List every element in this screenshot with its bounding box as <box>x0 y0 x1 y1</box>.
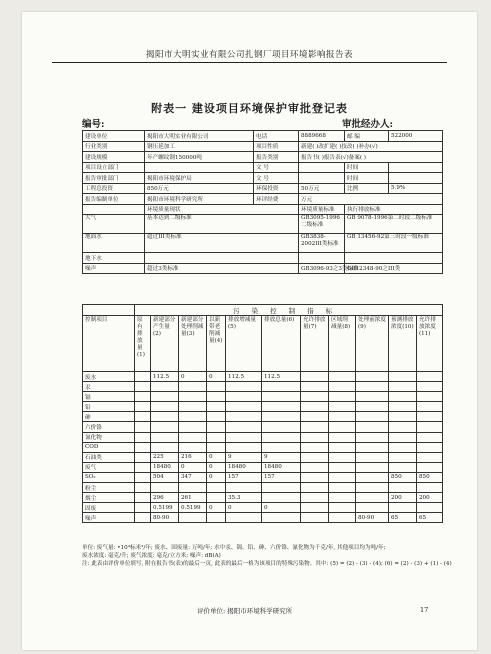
info-label: 报告审批部门 <box>83 173 145 184</box>
pollution-row <box>83 503 443 513</box>
pollution-value <box>135 382 151 392</box>
pollution-value: 18480 <box>151 462 179 472</box>
pollution-value: 216 <box>179 452 207 462</box>
pollution-value <box>207 392 226 402</box>
info-label: 电话 <box>254 131 299 142</box>
pollution-value: 225 <box>151 452 179 462</box>
pollution-value: 0 <box>207 503 226 513</box>
pollution-value <box>417 503 443 513</box>
pollution-value <box>179 432 207 442</box>
pollution-banner-row <box>83 305 443 316</box>
pollution-value <box>356 462 389 472</box>
pollution-value <box>417 483 443 493</box>
info-row <box>83 141 443 152</box>
pollution-value <box>389 452 417 462</box>
pollution-value <box>207 382 226 392</box>
pollution-value <box>262 442 301 452</box>
pollution-value <box>226 392 262 402</box>
pollution-value <box>135 442 151 452</box>
pollution-value <box>356 483 389 493</box>
info-row <box>83 183 443 194</box>
pollution-value <box>207 422 226 432</box>
info-label: 报告类别 <box>254 152 299 163</box>
pollution-column-header: 控制项目 <box>83 316 135 372</box>
pollution-column-header: 排放总量(6) <box>262 316 301 372</box>
pollution-column-header: 新建部分产生量(2) <box>151 316 179 372</box>
blank-cell <box>83 204 145 215</box>
info-value <box>389 173 443 184</box>
pollution-value <box>329 382 356 392</box>
info-value: 万元 <box>299 194 443 205</box>
pollution-row <box>83 513 443 523</box>
pollution-value <box>417 422 443 432</box>
info-value <box>145 162 254 173</box>
pollution-value <box>135 452 151 462</box>
pollution-value <box>356 493 389 503</box>
pollution-value: 112.5 <box>151 372 179 382</box>
pollution-value <box>417 462 443 472</box>
pollution-value <box>329 472 356 482</box>
pollution-value: 0 <box>226 503 262 513</box>
pollution-value: 504 <box>151 472 179 482</box>
standards-row <box>83 215 443 234</box>
pollution-value: 0 <box>179 372 207 382</box>
info-label: 工程总投资 <box>83 183 145 194</box>
pollution-value: 9 <box>262 452 301 462</box>
standards-emission: GB 13456-92第三时段一级标准 <box>345 234 443 253</box>
pollution-value <box>135 483 151 493</box>
pollution-value <box>135 432 151 442</box>
info-value <box>299 173 345 184</box>
document-page <box>22 12 477 650</box>
standards-quality: GB3838-2002III类标准 <box>299 234 345 253</box>
info-value: 新建( )改扩建( )技改( )补办(√) <box>299 141 443 152</box>
info-label: 文 号 <box>254 173 299 184</box>
pollution-value: 0 <box>207 472 226 482</box>
pollution-column-header: 预测排放浓度(10) <box>389 316 417 372</box>
info-value: 揭阳市大明实业有限公司 <box>145 131 254 142</box>
pollution-value <box>135 422 151 432</box>
standards-status <box>145 253 299 264</box>
pollutant-name: 噪声 <box>83 513 135 523</box>
info-value: 8889668 <box>299 131 345 142</box>
note-concentration: 废水浓度: 毫克/升; 废气浓度: 毫克/立方米; 噪声: dB(A) <box>82 553 221 559</box>
pollution-value <box>207 483 226 493</box>
pollution-column-header: 允许排放浓度(11) <box>417 316 443 372</box>
standards-status: 基本达到二级标准 <box>145 215 299 234</box>
pollution-value: 0 <box>179 462 207 472</box>
info-value: 850万元 <box>145 183 254 194</box>
pollution-value: 65 <box>417 513 443 523</box>
info-value: 5.9% <box>389 183 443 194</box>
pollution-value: 0 <box>207 462 226 472</box>
pollution-column-header: 原有排放量(1) <box>135 316 151 372</box>
pollution-column-header: 处理前浓度(9) <box>356 316 389 372</box>
pollutant-name: 石油类 <box>83 452 135 462</box>
pollution-value <box>356 422 389 432</box>
info-value <box>299 162 345 173</box>
pollution-value <box>417 452 443 462</box>
pollutant-name: COD <box>83 442 135 452</box>
pollution-value <box>389 462 417 472</box>
pollution-value <box>389 483 417 493</box>
pollution-value <box>179 412 207 422</box>
pollution-value <box>417 382 443 392</box>
pollution-value <box>356 402 389 412</box>
pollution-value <box>301 493 329 503</box>
pollution-row <box>83 402 443 412</box>
pollution-value: 850 <box>389 472 417 482</box>
pollution-value <box>356 412 389 422</box>
note-units: 单位: 废气量: •10⁴标米³/年; 废水、固废量: 万吨/年; 水中汞、镉、铅、砷、六价铬、氰化物为千克/年, 其他项目均为吨/年; <box>82 545 386 551</box>
standards-status: 超过III类标准 <box>145 234 299 253</box>
pollution-value <box>389 412 417 422</box>
pollution-value <box>179 382 207 392</box>
standards-emission: GB 9078-1996第二时段二级标准 <box>345 215 443 234</box>
standards-item: 地面水 <box>83 234 145 253</box>
info-row <box>83 162 443 173</box>
pollution-value <box>151 422 179 432</box>
standards-header-row <box>83 204 443 215</box>
info-label: 建设规模 <box>83 152 145 163</box>
pollution-column-header: 以新带老削减量(4) <box>207 316 226 372</box>
pollution-value <box>226 432 262 442</box>
pollution-value <box>262 432 301 442</box>
pollution-value <box>262 412 301 422</box>
pollution-value <box>329 412 356 422</box>
pollutant-name: 固废 <box>83 503 135 513</box>
pollution-value <box>151 442 179 452</box>
pollution-value <box>301 503 329 513</box>
pollution-value: 0 <box>262 503 301 513</box>
info-label: 时间 <box>345 162 389 173</box>
info-row <box>83 131 443 142</box>
pollution-value <box>417 412 443 422</box>
pollution-value: 0.5199 <box>179 503 207 513</box>
pollution-value <box>389 432 417 442</box>
pollution-value <box>301 432 329 442</box>
pollution-value: 0 <box>207 452 226 462</box>
info-value: 报告书( )报告表(√)备案( ) <box>299 152 443 163</box>
pollution-value <box>226 422 262 432</box>
pollution-value <box>179 402 207 412</box>
pollution-value <box>329 503 356 513</box>
pollution-value <box>389 422 417 432</box>
pollution-row <box>83 493 443 503</box>
pollution-value <box>329 392 356 402</box>
pollution-row <box>83 422 443 432</box>
standards-header: 环境质量标准 <box>299 204 345 215</box>
pollution-column-header: 区域削减量(8) <box>329 316 356 372</box>
standards-emission: GB12348-90之III类 <box>345 263 443 274</box>
pollution-control-table <box>82 304 443 523</box>
footer-unit: 评价单位: 揭阳市环境科学研究所 <box>197 607 293 615</box>
info-label: 项目设立部门 <box>83 162 145 173</box>
pollution-value <box>135 372 151 382</box>
pollution-value <box>389 503 417 513</box>
page-number: 17 <box>420 606 429 614</box>
pollutant-name: 粉尘 <box>83 483 135 493</box>
pollution-column-header: 排放增减量(5) <box>226 316 262 372</box>
pollution-value <box>356 452 389 462</box>
info-label: 时间 <box>345 173 389 184</box>
pollution-value <box>329 422 356 432</box>
pollution-value: 347 <box>179 472 207 482</box>
pollution-value <box>135 462 151 472</box>
pollution-value <box>135 503 151 513</box>
pollution-value <box>151 382 179 392</box>
standards-row <box>83 234 443 253</box>
pollution-banner: 污染控制指标 <box>135 305 443 316</box>
pollution-value: 65 <box>389 513 417 523</box>
pollution-value <box>151 392 179 402</box>
pollution-value <box>262 513 301 523</box>
standards-item: 噪声 <box>83 263 145 274</box>
standards-status: 超过3类标准 <box>145 263 299 274</box>
pollution-value: 80-90 <box>356 513 389 523</box>
pollution-value: 296 <box>151 493 179 503</box>
standards-row <box>83 263 443 274</box>
pollution-value: 0 <box>207 372 226 382</box>
pollution-value: 35.3 <box>226 493 262 503</box>
pollution-value <box>135 412 151 422</box>
standards-quality: GB3095-1996二级标准 <box>299 215 345 234</box>
pollution-value <box>329 372 356 382</box>
pollution-value <box>301 422 329 432</box>
pollution-value <box>207 412 226 422</box>
pollution-value <box>389 382 417 392</box>
pollution-value: 200 <box>389 493 417 503</box>
pollution-value <box>179 392 207 402</box>
pollution-value <box>356 442 389 452</box>
blank-cell <box>83 305 135 316</box>
pollution-value <box>356 392 389 402</box>
pollutant-name: 废水 <box>83 372 135 382</box>
pollution-value <box>226 402 262 412</box>
info-value <box>389 162 443 173</box>
pollution-row <box>83 483 443 493</box>
pollution-value <box>151 483 179 493</box>
pollution-value <box>262 392 301 402</box>
running-header: 揭阳市大明实业有限公司扎钢厂项目环境影响报告表 <box>145 50 353 60</box>
pollution-value <box>179 422 207 432</box>
pollution-value <box>356 432 389 442</box>
pollution-value <box>389 372 417 382</box>
standards-item: 地下水 <box>83 253 145 264</box>
pollution-value <box>207 432 226 442</box>
pollution-value <box>301 462 329 472</box>
pollutant-name: 铅 <box>83 402 135 412</box>
pollution-value <box>389 442 417 452</box>
pollution-row <box>83 462 443 472</box>
pollution-value <box>329 452 356 462</box>
pollution-row <box>83 392 443 402</box>
pollution-value <box>301 483 329 493</box>
standards-item: 大气 <box>83 215 145 234</box>
pollution-value <box>207 493 226 503</box>
notes-block <box>82 544 452 568</box>
pollution-value <box>329 432 356 442</box>
pollution-value <box>151 432 179 442</box>
pollutant-name: 烟尘 <box>83 493 135 503</box>
pollutant-name: 砷 <box>83 412 135 422</box>
pollution-row <box>83 382 443 392</box>
pollution-row <box>83 432 443 442</box>
pollution-value <box>356 382 389 392</box>
pollution-row <box>83 452 443 462</box>
pollution-value <box>417 392 443 402</box>
info-value: 揭阳市环境保护局 <box>145 173 254 184</box>
pollution-value <box>301 392 329 402</box>
info-label: 项目性质 <box>254 141 299 152</box>
pollution-value <box>226 382 262 392</box>
pollutant-name: 镉 <box>83 392 135 402</box>
standards-emission <box>345 253 443 264</box>
pollution-value: 850 <box>417 472 443 482</box>
pollution-value <box>329 442 356 452</box>
info-row <box>83 194 443 205</box>
info-row <box>83 173 443 184</box>
standards-quality: GB3096-93之3类标准 <box>299 263 345 274</box>
pollution-value <box>329 513 356 523</box>
pollution-value <box>179 513 207 523</box>
info-label: 邮 编 <box>345 131 389 142</box>
pollution-row <box>83 442 443 452</box>
info-label: 环评经费 <box>254 194 299 205</box>
info-label: 报告编制单位 <box>83 194 145 205</box>
pollution-value <box>329 493 356 503</box>
info-label: 比例 <box>345 183 389 194</box>
info-label: 建设单位 <box>83 131 145 142</box>
pollution-value: 18480 <box>262 462 301 472</box>
pollution-value: 80-90 <box>151 513 179 523</box>
pollution-value <box>329 483 356 493</box>
pollution-value: 261 <box>179 493 207 503</box>
pollution-value <box>262 382 301 392</box>
pollution-value: 18480 <box>226 462 262 472</box>
pollution-value <box>417 372 443 382</box>
pollution-value <box>135 402 151 412</box>
pollution-column-header: 允许排放量(7) <box>301 316 329 372</box>
pollution-value <box>135 493 151 503</box>
pollution-value <box>301 412 329 422</box>
pollution-value <box>389 402 417 412</box>
pollution-value <box>301 372 329 382</box>
pollution-value <box>226 483 262 493</box>
pollution-value <box>135 513 151 523</box>
pollution-value: 0.5199 <box>151 503 179 513</box>
pollution-header-row <box>83 316 443 372</box>
pollution-value <box>135 472 151 482</box>
pollution-value <box>301 513 329 523</box>
table-title: 附表一 建设项目环境保护审批登记表 <box>151 102 348 115</box>
pollution-value <box>301 472 329 482</box>
pollution-value <box>301 402 329 412</box>
pollutant-name: 氰化物 <box>83 432 135 442</box>
pollution-value <box>356 372 389 382</box>
pollutant-name: SO₂ <box>83 472 135 482</box>
pollution-value <box>417 402 443 412</box>
pollution-value: 112.5 <box>226 372 262 382</box>
pollutant-name: 汞 <box>83 382 135 392</box>
info-label: 文 号 <box>254 162 299 173</box>
pollution-value <box>151 402 179 412</box>
standards-header: 执行排放标准 <box>345 204 443 215</box>
info-value: 钢压延加工 <box>145 141 254 152</box>
pollution-value <box>262 483 301 493</box>
pollution-value <box>226 513 262 523</box>
pollution-value <box>262 422 301 432</box>
pollutant-name: 六价铬 <box>83 422 135 432</box>
pollution-row <box>83 412 443 422</box>
pollution-column-header: 新建部分处理削减量(3) <box>179 316 207 372</box>
pollution-value <box>417 432 443 442</box>
project-info-table <box>82 130 443 274</box>
serial-line <box>82 116 427 128</box>
pollution-value <box>262 493 301 503</box>
pollution-value: 157 <box>226 472 262 482</box>
pollution-value <box>151 412 179 422</box>
pollution-value <box>179 442 207 452</box>
info-value: 50万元 <box>299 183 345 194</box>
pollution-value <box>207 402 226 412</box>
standards-header: 环境质量现状 <box>145 204 299 215</box>
pollution-value <box>179 483 207 493</box>
pollution-value: 157 <box>262 472 301 482</box>
pollution-value <box>301 452 329 462</box>
pollution-value <box>226 442 262 452</box>
standards-row <box>83 253 443 264</box>
info-label: 环保投资 <box>254 183 299 194</box>
pollution-value <box>301 442 329 452</box>
info-label: 行业类别 <box>83 141 145 152</box>
info-row <box>83 152 443 163</box>
approver-label: 审批经办人: <box>342 119 394 130</box>
info-value: 522000 <box>389 131 443 142</box>
pollution-value <box>329 462 356 472</box>
pollution-value <box>207 513 226 523</box>
pollutant-name: 废气 <box>83 462 135 472</box>
standards-quality <box>299 253 345 264</box>
pollution-value <box>356 472 389 482</box>
pollution-value <box>356 503 389 513</box>
note-formula: 注: 此表由评价单位填写, 附在报告书(表)的最后一页, 此表的最后一格为该项目的特殊污染物。其中: (5) = (2) - (3) - (4); (6) = (2) - (3) + (1) - (4) <box>82 561 452 567</box>
pollution-value <box>301 382 329 392</box>
pollution-row <box>83 472 443 482</box>
info-value: 年产螺纹钢150000吨 <box>145 152 254 163</box>
pollution-value: 200 <box>417 493 443 503</box>
pollution-value <box>417 442 443 452</box>
pollution-value <box>329 402 356 412</box>
pollution-value <box>226 412 262 422</box>
pollution-value: 9 <box>226 452 262 462</box>
pollution-value <box>262 402 301 412</box>
pollution-value <box>389 392 417 402</box>
pollution-value: 112.5 <box>262 372 301 382</box>
info-value: 揭阳市环境科学研究所 <box>145 194 254 205</box>
pollution-value <box>135 392 151 402</box>
header-rule <box>52 62 447 63</box>
pollution-value <box>207 442 226 452</box>
pollution-row <box>83 372 443 382</box>
serial-label: 编号: <box>82 119 105 130</box>
